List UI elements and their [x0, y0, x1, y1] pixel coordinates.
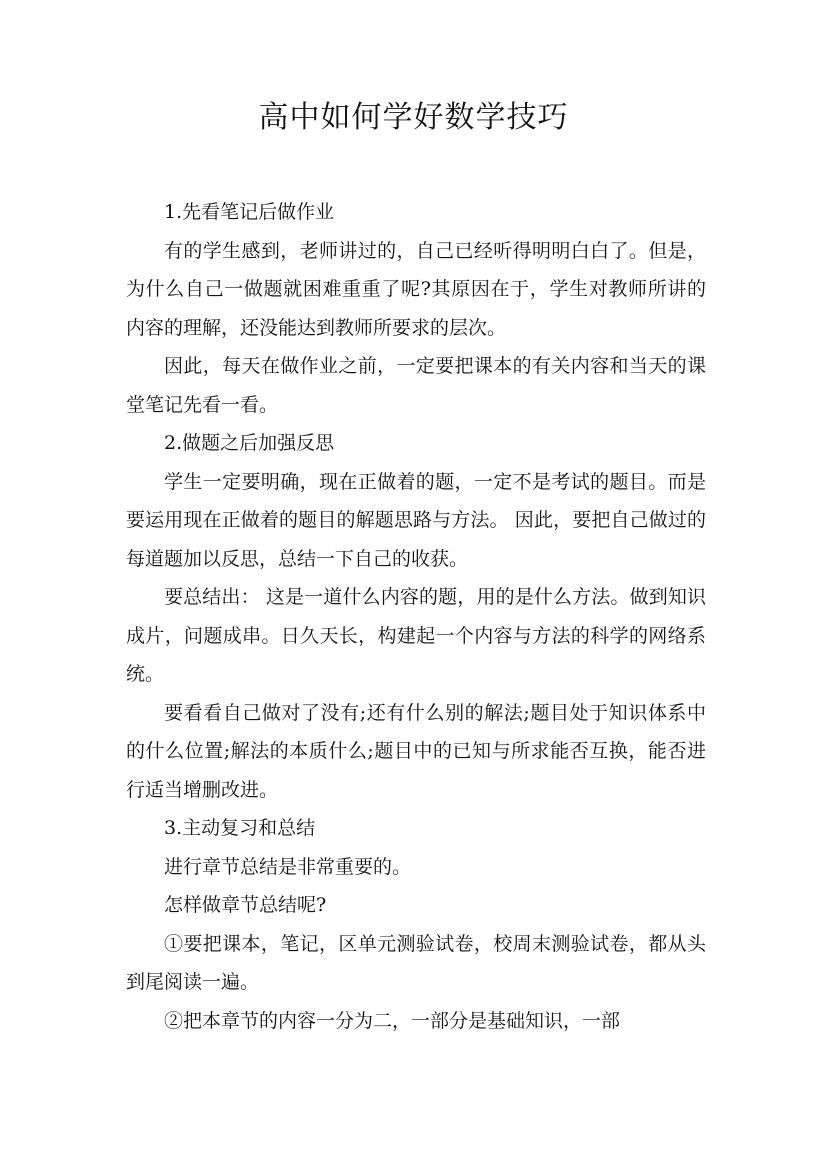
section-heading-3: 3.主动复习和总结 — [164, 817, 316, 839]
document-body — [126, 193, 706, 1040]
paragraph: 学生一定要明确，现在正做着的题，一定不是考试的题目。而是要运用现在正做着的题目的解题思路与方法。 因此，要把自己做过的每道题加以反思，总结一下自己的收获。 — [126, 470, 706, 570]
paragraph: 进行章节总结是非常重要的。 — [164, 855, 412, 878]
paragraph: 有的学生感到，老师讲过的，自己已经听得明明白白了。但是，为什么自己一做题就困难重重了呢?其原因在于，学生对教师所讲的内容的理解，还没能达到教师所要求的层次。 — [126, 239, 706, 339]
paragraph: 因此，每天在做作业之前，一定要把课本的有关内容和当天的课堂笔记先看一看。 — [126, 355, 706, 416]
section-heading-2: 2.做题之后加强反思 — [164, 432, 335, 454]
paragraph: 要看看自己做对了没有;还有什么别的解法;题目处于知识体系中的什么位置;解法的本质什么;题目中的已知与所求能否互换，能否进行适当增删改进。 — [126, 701, 706, 801]
paragraph: 怎样做章节总结呢? — [164, 894, 327, 916]
document-title: 高中如何学好数学技巧 — [258, 100, 569, 135]
section-heading-1: 1.先看笔记后做作业 — [164, 201, 335, 223]
list-item: ①要把课本，笔记，区单元测验试卷，校周末测验试卷，都从头到尾阅读一遍。 — [126, 932, 706, 993]
list-item: ②把本章节的内容一分为二，一部分是基础知识，一部 — [164, 1009, 621, 1032]
paragraph: 要总结出： 这是一道什么内容的题，用的是什么方法。做到知识成片，问题成串。日久天长，构建起一个内容与方法的科学的网络系统。 — [126, 586, 706, 685]
